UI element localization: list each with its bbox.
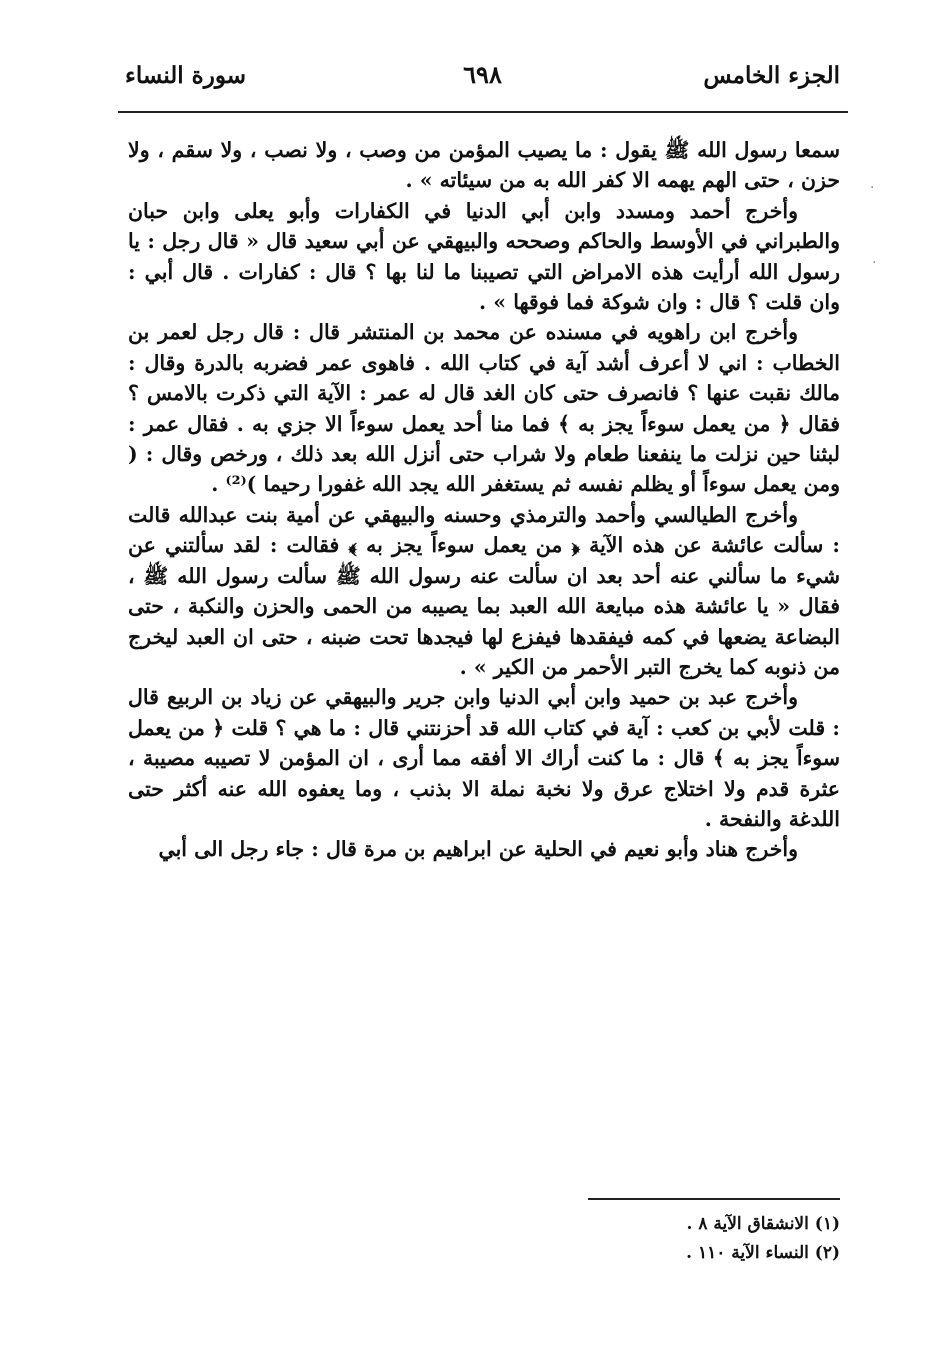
footnote-rule: [588, 1198, 840, 1200]
paragraph: وأخرج الطيالسي وأحمد والترمذي وحسنه والبيهقي عن أمية بنت عبدالله قالت : سألت عائشة عن هذه الآية ﴿ من يعمل سوءاً يجز به ﴾ فقالت : لقد سألتني عن شيء ما سألني عنه أحد بعد ان سألت عنه رسول الله ﷺ سألت رسول الله ﷺ ، فقال « يا عائشة هذه مبايعة الله العبد بما يصيبه من الحمى والحزن والنكبة ، حتى البضاعة يضعها في كمه فيفقدها فيفزع لها فيجدها تحت ضبنه ، حتى ان العبد ليخرج من ذنوبه كما يخرج التبر الأحمر من الكير » .: [128, 502, 840, 679]
margin-speck: ·: [872, 255, 877, 271]
header-page-number: ٦٩٨: [463, 60, 502, 89]
page-header: [125, 58, 840, 102]
body-text: [128, 135, 840, 865]
footnote: (٢) النساء الآية ١١٠ .: [686, 1243, 840, 1263]
paragraph: وأخرج ابن راهويه في مسنده عن محمد بن المنتشر قال : قال رجل لعمر بن الخطاب : اني لا أعرف أشد آية في كتاب الله . فاهوى عمر فضربه بالدرة وقال : مالك نقبت عنها ؟ فانصرف حتى كان الغد قال له عمر : الآية التي ذكرت بالامس ؟ فقال ﴿ من يعمل سوءاً يجز به ﴾ فما منا أحد يعمل سوءاً الا جزي به . فقال عمر : لبثنا حين نزلت ما ينفعنا طعام ولا شراب حتى أنزل الله بعد ذلك ، ورخص وقال : ( ومن يعمل سوءاً أو يظلم نفسه ثم يستغفر الله يجد الله غفورا رحيما )⁽²⁾ .: [128, 320, 840, 497]
paragraph: سمعا رسول الله ﷺ يقول : ما يصيب المؤمن من وصب ، ولا نصب ، ولا سقم ، ولا حزن ، حتى الهم يهمه الا كفر الله به من سيئاته » .: [128, 138, 840, 193]
paragraph: وأخرج أحمد ومسدد وابن أبي الدنيا في الكفارات وأبو يعلى وابن حبان والطبراني في الأوسط والحاكم وصححه والبيهقي عن أبي سعيد قال « قال رجل : يا رسول الله أرأيت هذه الامراض التي تصيبنا ما لنا بها ؟ قال : كفارات . قال أبي : وان قلت ؟ قال : وان شوكة فما فوقها » .: [128, 198, 840, 315]
header-surah: سورة النساء: [125, 62, 246, 89]
header-part: الجزء الخامس: [703, 62, 840, 89]
paragraph: وأخرج عبد بن حميد وابن أبي الدنيا وابن جرير والبيهقي عن زياد بن الربيع قال : قلت لأبي بن كعب : آية في كتاب الله قد أحزنتني قال : ما هي ؟ قلت ﴿ من يعمل سوءاً يجز به ﴾ قال : ما كنت أراك الا أفقه مما أرى ، ان المؤمن لا تصيبه مصيبة ، عثرة قدم ولا اختلاج عرق ولا نخبة نملة الا بذنب ، وما يعفوه الله عنه أكثر حتى اللدغة والنفحة .: [128, 685, 840, 831]
footnotes: [500, 1210, 840, 1268]
header-rule: [118, 111, 848, 113]
margin-speck: ·: [870, 180, 875, 196]
footnote: (١) الانشقاق الآية ٨ .: [686, 1214, 840, 1234]
paragraph: وأخرج هناد وأبو نعيم في الحلية عن ابراهيم بن مرة قال : جاء رجل الى أبي: [158, 837, 798, 862]
